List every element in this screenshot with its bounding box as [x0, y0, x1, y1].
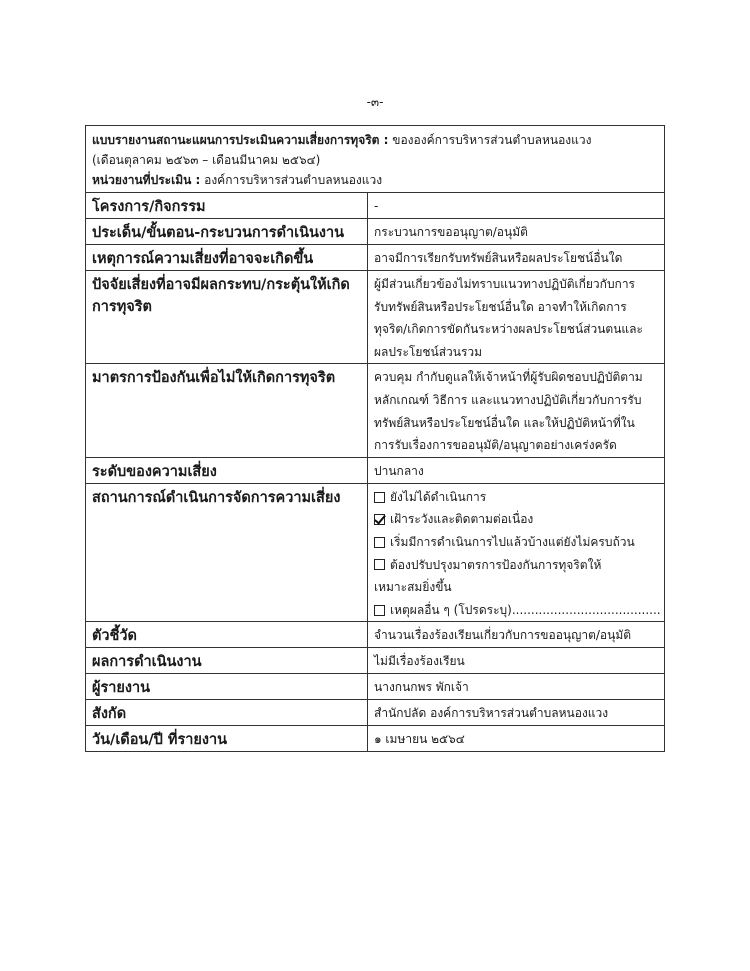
status-option: [374, 554, 658, 577]
row-value: [368, 726, 665, 752]
value-line: ไม่มีเรื่องร้องเรียน: [374, 654, 465, 669]
report-title-line: [92, 130, 658, 150]
row-label: สังกัด: [86, 700, 368, 726]
row-label: ระดับของความเสี่ยง: [86, 457, 368, 483]
value-line: -: [374, 199, 379, 213]
table-row: [86, 700, 665, 726]
row-label: ปัจจัยเสี่ยงที่อาจมีผลกระทบ/กระตุ้นให้เกิดการทุจริต: [86, 271, 368, 364]
status-option-label: ยังไม่ได้ดำเนินการ: [390, 489, 487, 504]
status-option-label: เหตุผลอื่น ๆ (โปรดระบุ).......................................: [390, 602, 661, 617]
status-option-label: เฝ้าระวังและติดตามต่อเนื่อง: [390, 512, 534, 527]
value-line: การรับเรื่องการขออนุมัติ/อนุญาตอย่างเคร่งครัด: [374, 438, 617, 453]
row-label: ประเด็น/ขั้นตอน-กระบวนการดำเนินงาน: [86, 219, 368, 245]
row-value: [368, 364, 665, 457]
value-line: ๑ เมษายน ๒๕๖๔: [374, 732, 465, 747]
checkbox-icon: [374, 559, 385, 570]
value-line: ควบคุม กำกับดูแลให้เจ้าหน้าที่ผู้รับผิดชอบปฏิบัติตาม: [374, 370, 643, 385]
value-line: ผลประโยชน์ส่วนรวม: [374, 344, 483, 359]
checked-checkbox-icon: [374, 514, 385, 525]
table-row: [86, 219, 665, 245]
status-option-continuation: เหมาะสมยิ่งขึ้น: [374, 580, 452, 595]
row-value: [368, 674, 665, 700]
checkbox-icon: [374, 492, 385, 503]
row-value: [368, 193, 665, 219]
table-row: [86, 245, 665, 271]
status-option: [374, 486, 658, 509]
table-row: [86, 622, 665, 648]
value-line: นางกนกพร พักเจ้า: [374, 680, 469, 695]
row-label: ตัวชี้วัด: [86, 622, 368, 648]
value-line: อาจมีการเรียกรับทรัพย์สินหรือผลประโยชน์อื่นใด: [374, 251, 623, 265]
status-option: [374, 508, 658, 531]
status-row: [86, 483, 665, 622]
row-value: [368, 648, 665, 674]
table-row: [86, 364, 665, 457]
row-label: วัน/เดือน/ปี ที่รายงาน: [86, 726, 368, 752]
table-row: [86, 674, 665, 700]
row-label: เหตุการณ์ความเสี่ยงที่อาจจะเกิดขึ้น: [86, 245, 368, 271]
table-row: [86, 193, 665, 219]
row-value: [368, 245, 665, 271]
row-label: มาตรการป้องกันเพื่อไม่ให้เกิดการทุจริต: [86, 364, 368, 457]
row-value: [368, 457, 665, 483]
assessing-unit-label: หน่วยงานที่ประเมิน :: [92, 173, 201, 187]
value-line: ปานกลาง: [374, 463, 424, 478]
report-header-cell: [86, 126, 665, 193]
value-line: สำนักปลัด องค์การบริหารส่วนตำบลหนองแวง: [374, 706, 609, 721]
report-period: (เดือนตุลาคม ๒๕๖๓ – เดือนมีนาคม ๒๕๖๔): [92, 153, 321, 167]
value-line: จำนวนเรื่องร้องเรียนเกี่ยวกับการขออนุญาต/อนุมัติ: [374, 628, 632, 643]
row-label: ผลการดำเนินงาน: [86, 648, 368, 674]
report-header-row: [86, 126, 665, 193]
row-label: โครงการ/กิจกรรม: [86, 193, 368, 219]
report-title-label: แบบรายงานสถานะแผนการประเมินความเสี่ยงการทุจริต :: [92, 133, 389, 147]
row-value: [368, 219, 665, 245]
table-row: [86, 271, 665, 364]
table-row: [86, 648, 665, 674]
risk-report-table: [85, 125, 665, 752]
assessing-unit-line: [92, 170, 658, 190]
value-line: ทรัพย์สินหรือประโยชน์อื่นใด และให้ปฏิบัติหน้าที่ใน: [374, 415, 635, 430]
row-value: [368, 271, 665, 364]
assessing-unit-value: องค์การบริหารส่วนตำบลหนองแวง: [200, 173, 383, 187]
status-options: [368, 483, 665, 622]
value-line: ผู้มีส่วนเกี่ยวข้องไม่ทราบแนวทางปฏิบัติเกี่ยวกับการ: [374, 277, 636, 291]
checkbox-icon: [374, 537, 385, 548]
table-row: [86, 726, 665, 752]
value-line: ทุจริต/เกิดการขัดกันระหว่างผลประโยชน์ส่วนตนและ: [374, 322, 643, 337]
status-option: [374, 531, 658, 554]
status-option-label: ต้องปรับปรุงมาตรการป้องกันการทุจริตให้: [390, 557, 602, 572]
checkbox-icon: [374, 605, 385, 616]
value-line: หลักเกณฑ์ วิธีการ และแนวทางปฏิบัติเกี่ยวกับการรับ: [374, 392, 642, 407]
row-label: ผู้รายงาน: [86, 674, 368, 700]
report-org: ขององค์การบริหารส่วนตำบลหนองแวง: [388, 133, 592, 147]
status-label: สถานการณ์ดำเนินการจัดการความเสี่ยง: [86, 483, 368, 622]
row-value: [368, 700, 665, 726]
status-option-label: เริ่มมีการดำเนินการไปแล้วบ้างแต่ยังไม่ครบถ้วน: [390, 534, 635, 549]
value-line: รับทรัพย์สินหรือประโยชน์อื่นใด อาจทำให้เกิดการ: [374, 299, 627, 314]
table-row: [86, 457, 665, 483]
page-number: -๓-: [366, 95, 384, 109]
row-value: [368, 622, 665, 648]
status-option: [374, 599, 661, 622]
value-line: กระบวนการขออนุญาต/อนุมัติ: [374, 225, 528, 239]
